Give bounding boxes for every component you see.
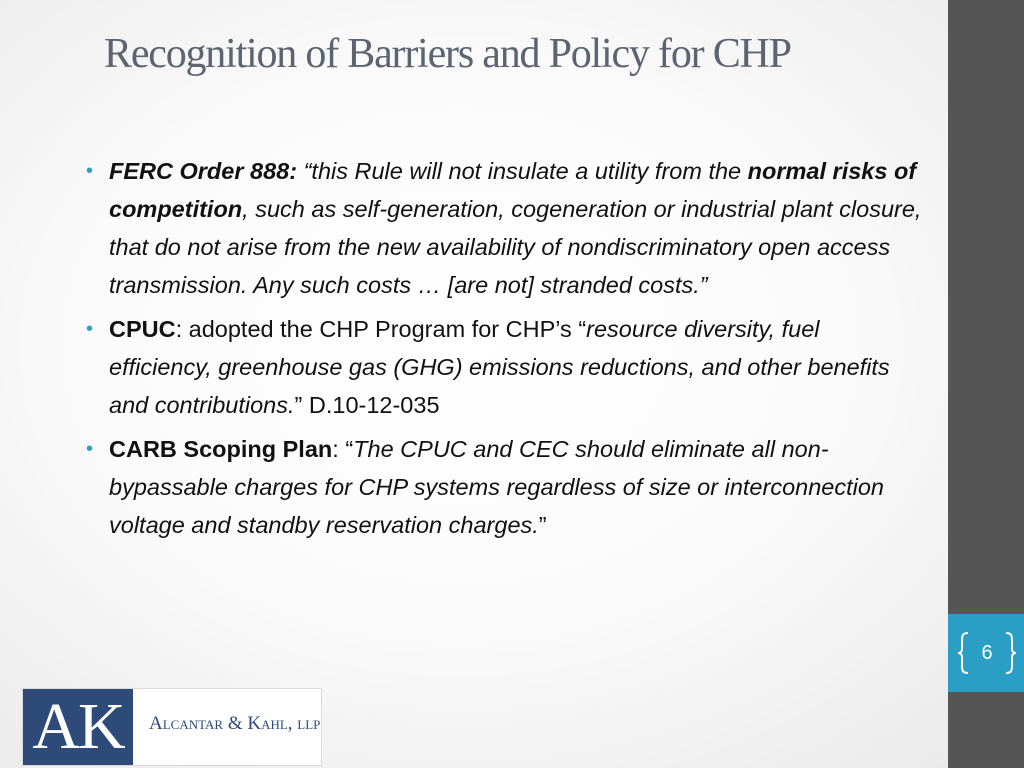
bullet-lead: FERC Order 888: xyxy=(109,158,298,184)
bullet-citation: ” D.10-12-035 xyxy=(294,392,440,418)
bullet-text: : “ xyxy=(332,436,354,462)
bullet-close-quote: ” xyxy=(538,512,547,538)
bullet-quote: The CPUC and CEC should eliminate all non-bypassable charges for CHP systems regardless of size or interconnection voltage and standby reservation charges. xyxy=(109,436,884,538)
bullet-quote-rest: , such as self-generation, cogeneration or industrial plant closure, that do not arise from the new availability of nondiscriminatory open access transmission. Any such costs … [are not] stranded costs.” xyxy=(109,196,922,298)
bullet-item-carb xyxy=(86,430,922,544)
bullet-text: : adopted the CHP Program for CHP’s “ xyxy=(175,316,587,342)
bullet-icon: • xyxy=(86,160,94,182)
slide-title: Recognition of Barriers and Policy for CHP xyxy=(104,31,791,77)
bullet-icon: • xyxy=(86,318,94,340)
bullet-list xyxy=(86,152,922,550)
bullet-lead: CARB Scoping Plan xyxy=(109,436,333,462)
bullet-quote: “this Rule will not insulate a utility from the xyxy=(297,158,748,184)
bullet-lead: CPUC xyxy=(109,316,176,342)
page-number: 6 xyxy=(981,642,993,664)
bullet-item-cpuc xyxy=(86,310,922,424)
bullet-quote: resource diversity, fuel efficiency, greenhouse gas (GHG) emissions reductions, and other benefits and contributions. xyxy=(109,316,890,418)
firm-logo xyxy=(22,688,322,766)
bullet-icon: • xyxy=(86,438,94,460)
logo-mark: AK xyxy=(23,689,133,765)
bullet-emphasis: normal risks of competition xyxy=(109,158,917,222)
logo-firm-name: Alcantar & Kahl, llp xyxy=(149,713,321,734)
bullet-item-ferc xyxy=(86,152,922,304)
